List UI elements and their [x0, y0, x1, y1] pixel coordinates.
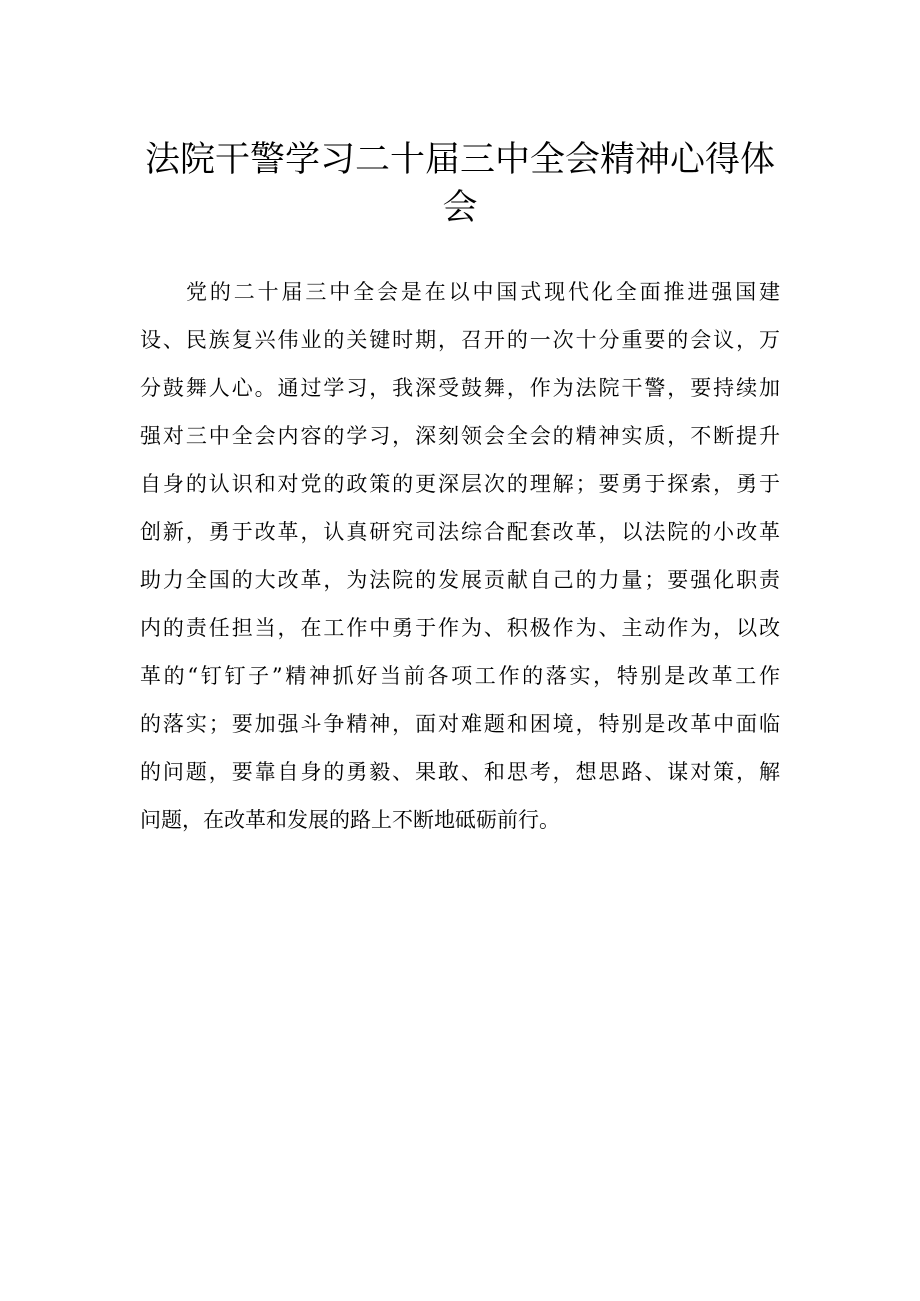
- document-title: [140, 136, 780, 232]
- paragraph-line: 助力全国的大改革，为法院的发展贡献自己的力量；要强化职责: [140, 568, 780, 592]
- paragraph-line: 党的二十届三中全会是在以中国式现代化全面推进强国建: [186, 280, 780, 304]
- paragraph-line: 革的“钉钉子”精神抓好当前各项工作的落实，特别是改革工作: [140, 664, 780, 688]
- paragraph-line: 强对三中全会内容的学习，深刻领会全会的精神实质，不断提升: [140, 424, 780, 448]
- title-line: 法院干警学习二十届三中全会精神心得体: [144, 140, 775, 180]
- body-paragraph: [140, 268, 780, 844]
- paragraph-line: 内的责任担当，在工作中勇于作为、积极作为、主动作为，以改: [140, 616, 780, 640]
- paragraph-line: 设、民族复兴伟业的关键时期，召开的一次十分重要的会议，万: [140, 328, 780, 352]
- paragraph-line: 的落实；要加强斗争精神，面对难题和困境，特别是改革中面临: [140, 712, 780, 736]
- paragraph-line: 自身的认识和对党的政策的更深层次的理解；要勇于探索，勇于: [140, 472, 780, 496]
- title-line: 会: [442, 188, 478, 228]
- paragraph-line: 的问题，要靠自身的勇毅、果敢、和思考，想思路、谋对策，解: [140, 760, 780, 784]
- paragraph-line: 问题，在改革和发展的路上不断地砥砺前行。: [140, 808, 560, 832]
- paragraph-line: 分鼓舞人心。通过学习，我深受鼓舞，作为法院干警，要持续加: [140, 376, 780, 400]
- paragraph-line: 创新，勇于改革，认真研究司法综合配套改革，以法院的小改革: [140, 520, 780, 544]
